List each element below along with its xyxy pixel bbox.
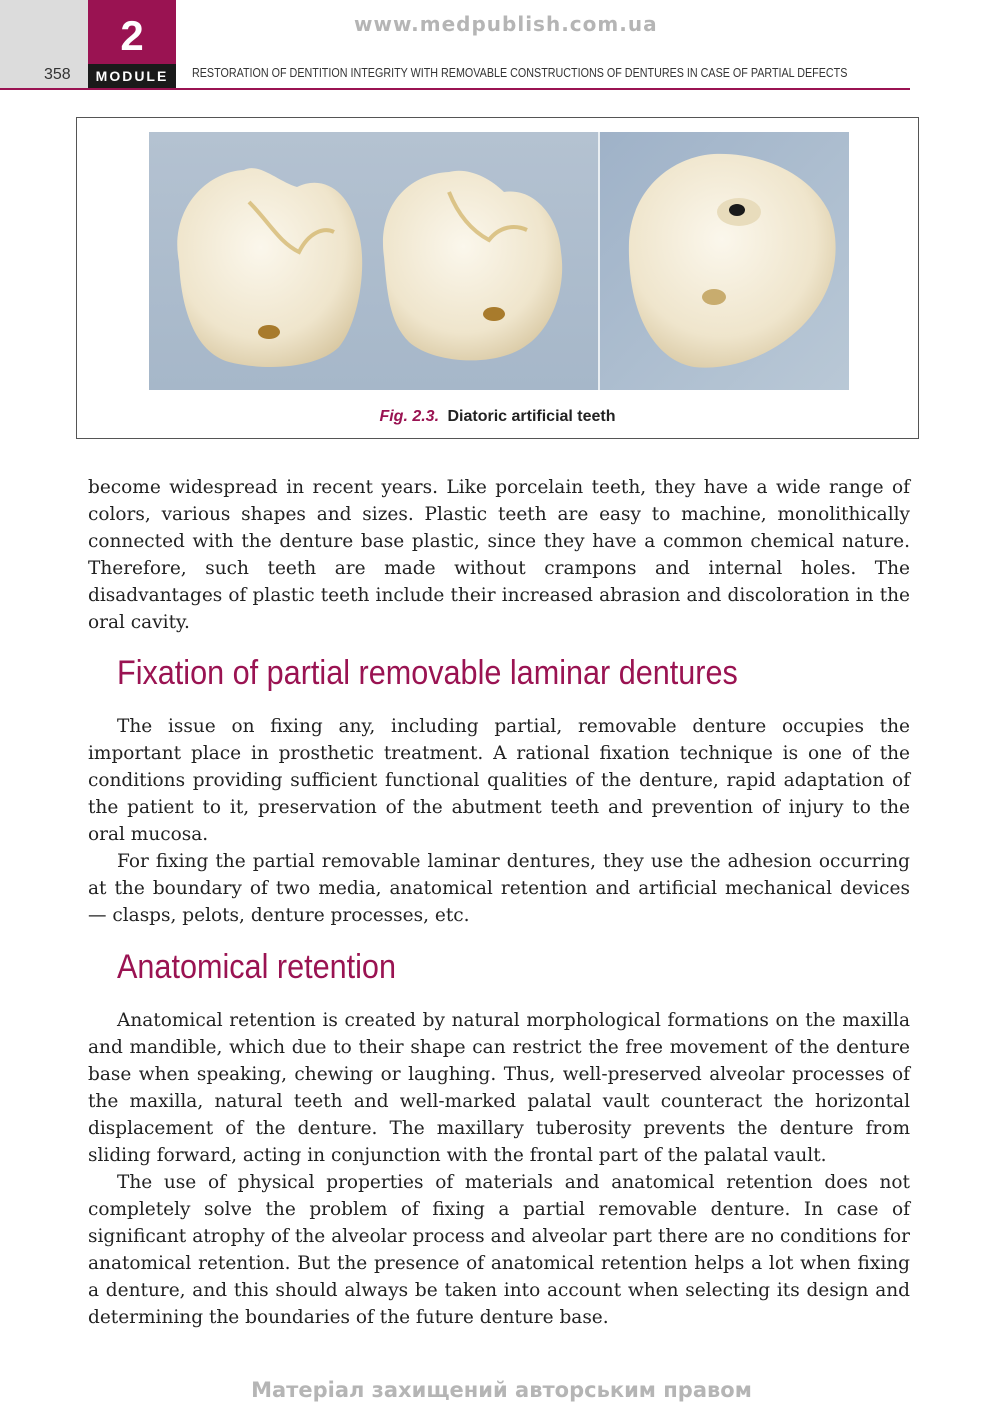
- section-heading-anatomical-retention: Anatomical retention: [117, 948, 396, 986]
- figure-label: Fig. 2.3.: [379, 408, 440, 425]
- paragraph: The use of physical properties of materials and anatomical retention does not completely solve the problem of fixing a partial removable denture. In case of significant atrophy of the alveolar process and alveolar part there are no conditions for anatomical retention. But the presence of anatomical retention helps a lot when fixing a denture, and this should always be taken into account when selecting its design and determining the boundaries of the future denture base.: [88, 1172, 910, 1328]
- teeth-illustration: [149, 132, 849, 390]
- photo-divider: [598, 132, 600, 390]
- figure-caption-text: Diatoric artificial teeth: [447, 408, 616, 425]
- module-badge: [88, 0, 176, 88]
- fixation-text-block: [88, 713, 910, 929]
- header-divider: [0, 88, 910, 90]
- teeth-photo: [149, 132, 849, 390]
- module-label: MODULE: [88, 64, 176, 88]
- running-header: RESTORATION OF DENTITION INTEGRITY WITH REMOVABLE CONSTRUCTIONS OF DENTURES IN CASE OF PARTIAL DEFECTS: [192, 66, 848, 80]
- figure-frame: [76, 117, 919, 439]
- section-heading-fixation: Fixation of partial removable laminar dentures: [117, 654, 738, 692]
- molar-tooth-left: [177, 168, 362, 367]
- intro-paragraph-block: [88, 474, 910, 636]
- publisher-watermark: www.medpublish.com.ua: [354, 12, 658, 36]
- paragraph: Anatomical retention is created by natural morphological formations on the maxilla and mandible, which due to their shape can restrict the free movement of the denture base when speaking, chewing or laughing. Thus, well-preserved alveolar processes of the maxilla, natural teeth and well-marked palatal vault counteract the horizontal displacement of the denture. The maxillary tuberosity prevents the denture from sliding forward, acting in conjunction with the frontal part of the palatal vault.: [88, 1010, 910, 1166]
- page-number: 358: [44, 66, 71, 83]
- anatomical-retention-text-block: [88, 1007, 910, 1331]
- molar-tooth-center: [383, 171, 562, 361]
- paragraph: The issue on fixing any, including partial, removable denture occupies the important place in prosthetic treatment. A rational fixation technique is one of the conditions providing sufficient functional qualities of the denture, rapid adaptation of the patient to it, preservation of the abutment teeth and prevention of injury to the oral mucosa.: [88, 716, 910, 845]
- intro-paragraph: become widespread in recent years. Like porcelain teeth, they have a wide range of colors, various shapes and sizes. Plastic teeth are easy to machine, monolithically connected with the denture base plastic, since they have a common chemical nature. Therefore, such teeth are made without crampons and internal holes. The disadvantages of plastic teeth include their increased abrasion and discoloration in the oral cavity.: [88, 477, 910, 633]
- figure-caption: [77, 408, 918, 426]
- copyright-watermark: Матеріал захищений авторським правом: [251, 1378, 752, 1402]
- module-number: 2: [120, 12, 144, 59]
- paragraph: For fixing the partial removable laminar dentures, they use the adhesion occurring at the boundary of two media, anatomical retention and artificial mechanical devices — clasps, pelots, denture processes, etc.: [88, 851, 910, 926]
